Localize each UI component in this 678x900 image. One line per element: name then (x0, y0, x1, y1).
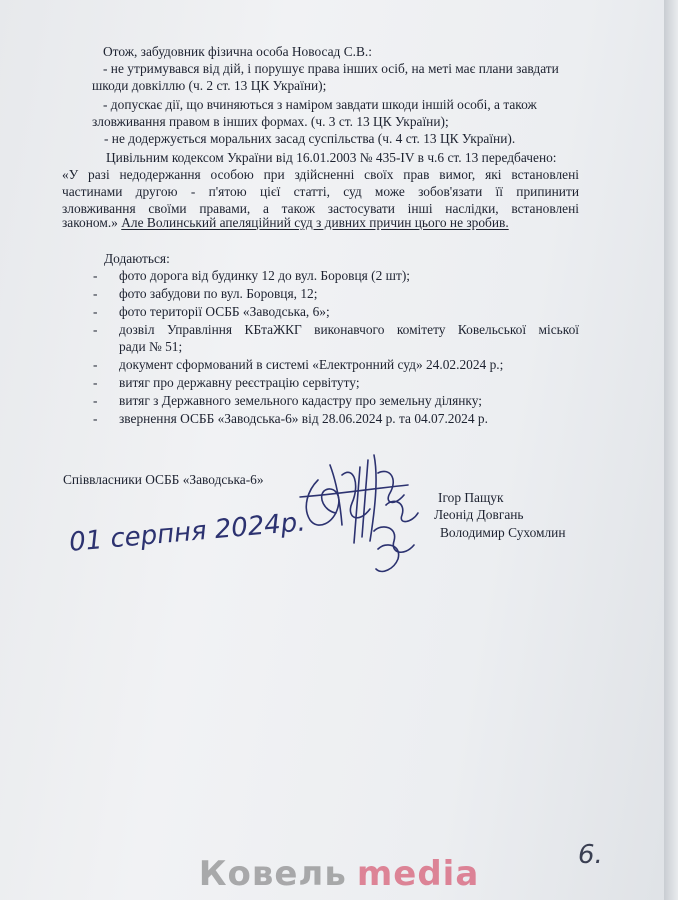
attachment-dash: - (93, 375, 98, 390)
quote-end: законом.» (62, 215, 118, 230)
signatory-name: Ігор Пащук (438, 490, 504, 505)
bullet-2-line-1: - допускає дії, що вчиняються з наміром завдати шкоди іншій особі, а також (103, 97, 537, 112)
attachment-item: фото забудови по вул. Боровця, 12; (119, 286, 318, 301)
attachment-dash: - (93, 411, 98, 426)
quote-line-4 (62, 214, 509, 231)
quote-line-3: зловживання своїми правами, а також застосувати інші наслідки, встановлені (62, 201, 579, 216)
court-remark: Але Волинський апеляційний суд з дивних причин цього не зробив. (121, 215, 509, 230)
bullet-1-line-1: - не утримувався від дій, і порушує права інших осіб, на меті має плани завдати (103, 61, 559, 76)
page-edge (664, 0, 678, 900)
attachment-item: витяг про державну реєстрацію сервітуту; (119, 375, 360, 390)
handwritten-date: 01 серпня 2024р. (68, 507, 307, 558)
quote-line-2: частинами другою - п'ятою цієї статті, суд може зобов'язати її припинити (62, 184, 579, 199)
attachment-item: звернення ОСББ «Заводська-6» від 28.06.2024 р. та 04.07.2024 р. (119, 411, 488, 426)
attachment-dash: - (93, 286, 98, 301)
bullet-3-line: - не додержується моральних засад суспільства (ч. 4 ст. 13 ЦК України). (104, 131, 516, 146)
page-number: 6. (578, 840, 603, 870)
attachments-heading: Додаються: (104, 251, 170, 266)
signatories-label: Співвласники ОСББ «Заводська-6» (63, 472, 264, 487)
code-reference-line: Цивільним кодексом України від 16.01.2003 № 435-IV в ч.6 ст. 13 передбачено: (106, 150, 557, 165)
attachment-item: документ сформований в системі «Електронний суд» 24.02.2024 р.; (119, 357, 504, 372)
watermark-logo (0, 848, 678, 900)
bullet-2-line-2: зловживання правом в інших формах. (ч. 3 ст. 13 ЦК України); (92, 114, 449, 129)
attachment-dash: - (93, 268, 98, 283)
bullet-1-line-2: шкоди довкіллю (ч. 2 ст. 13 ЦК України); (92, 78, 327, 93)
attachment-item: витяг з Державного земельного кадастру про земельну ділянку; (119, 393, 482, 408)
intro-line: Отож, забудовник фізична особа Новосад С.В.: (103, 44, 372, 59)
attachment-dash: - (93, 304, 98, 319)
attachment-item: дозвіл Управління КБтаЖКГ виконавчого комітету Ковельської міської (119, 322, 579, 337)
attachment-item: фото дорога від будинку 12 до вул. Боровця (2 шт); (119, 268, 411, 283)
attachment-dash: - (93, 357, 98, 372)
handwritten-signatures (290, 445, 440, 585)
signatory-name: Володимир Сухомлин (440, 525, 566, 540)
signatory-name: Леонід Довгань (434, 507, 524, 522)
watermark-part-1: Ковель (198, 854, 347, 894)
attachment-item-continuation: ради № 51; (119, 339, 183, 354)
attachment-item: фото території ОСББ «Заводська, 6»; (119, 304, 330, 319)
watermark-part-2: media (356, 854, 480, 894)
quote-line-1: «У разі недодержання особою при здійсненні своїх прав вимог, які встановлені (62, 167, 579, 182)
attachment-dash: - (93, 393, 98, 408)
attachment-dash: - (93, 322, 98, 337)
